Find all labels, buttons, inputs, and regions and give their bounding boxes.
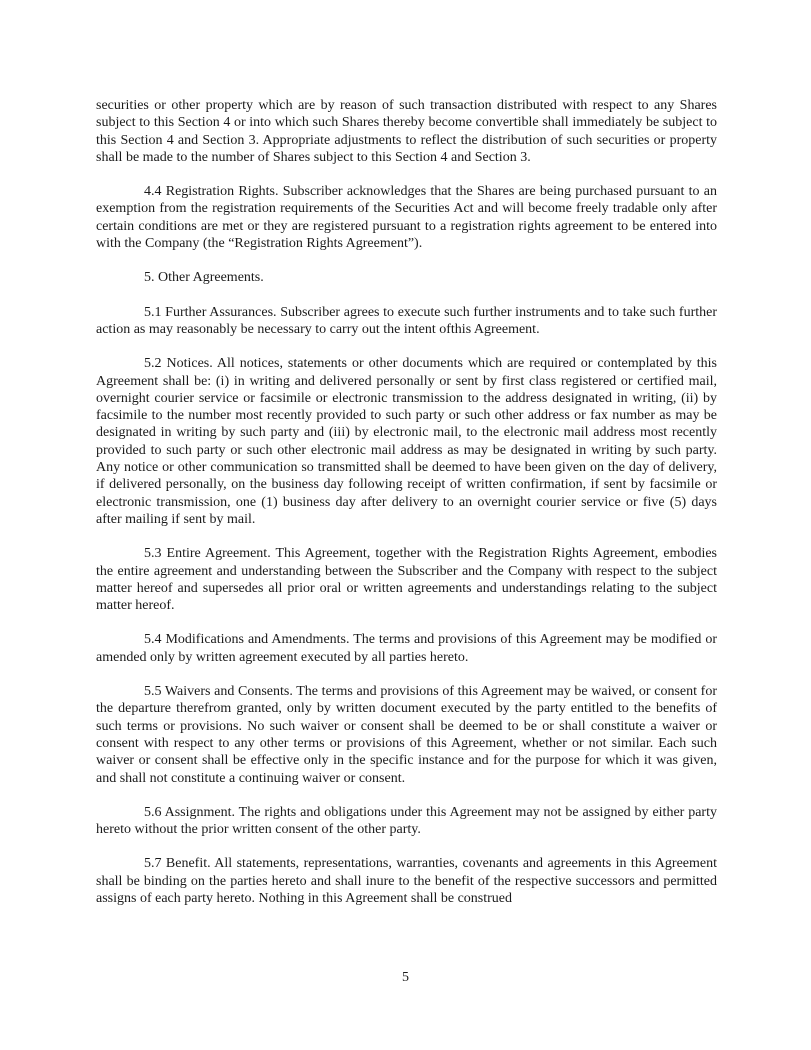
page-number: 5	[402, 970, 409, 985]
paragraph-4-4-registration-rights: 4.4 Registration Rights. Subscriber acknowledges that the Shares are being purchased pursuant to an exemption from the registration requirements of the Securities Act and will become freely tradable only after certain conditions are met or they are registered pursuant to a registration rights agreement to be entered into with the Company (the “Registration Rights Agreement”).	[96, 184, 717, 252]
paragraph-5-7-benefit: 5.7 Benefit. All statements, representations, warranties, covenants and agreements in this Agreement shall be binding on the parties hereto and shall inure to the benefit of the respective successors and permitted assigns of each party hereto. Nothing in this Agreement shall be construed	[96, 856, 717, 906]
paragraph-5-3-entire-agreement: 5.3 Entire Agreement. This Agreement, together with the Registration Rights Agreement, embodies the entire agreement and understanding between the Subscriber and the Company with respect to the subject matter hereof and supersedes all prior oral or written agreements and understandings relating to the subject matter hereof.	[96, 546, 717, 614]
document-page	[96, 97, 717, 924]
paragraph-5-5-waivers: 5.5 Waivers and Consents. The terms and provisions of this Agreement may be waived, or consent for the departure therefrom granted, only by written document executed by the party entitled to the benefits of such terms or provisions. No such waiver or consent shall be deemed to be or shall constitute a waiver or consent with respect to any other terms or provisions of this Agreement, whether or not similar. Each such waiver or consent shall be effective only in the specific instance and for the purpose for which it was given, and shall not constitute a continuing waiver or consent.	[96, 684, 717, 786]
paragraph-5-4-modifications: 5.4 Modifications and Amendments. The terms and provisions of this Agreement may be modified or amended only by written agreement executed by all parties hereto.	[96, 632, 717, 665]
paragraph-5-6-assignment: 5.6 Assignment. The rights and obligations under this Agreement may not be assigned by either party hereto without the prior written consent of the other party.	[96, 804, 717, 838]
paragraph-5-2-notices: 5.2 Notices. All notices, statements or other documents which are required or contemplated by this Agreement shall be: (i) in writing and delivered personally or sent by first class registered or certified mail, overnight courier service or facsimile or electronic transmission to the address designated in writing, (ii) by facsimile to the number most recently provided to such party or such other address or fax number as may be designated in writing by such party and (iii) by electronic mail, to the electronic mail address most recently provided to such party or such other electronic mail address as may be designated in writing by such party. Any notice or other communication so transmitted shall be deemed to have been given on the day of delivery, if delivered personally, on the business day following receipt of written confirmation, if sent by facsimile or electronic transmission, one (1) business day after delivery to an overnight courier service or five (5) days after mailing if sent by mail.	[96, 356, 717, 527]
paragraph-5-1-further-assurances: 5.1 Further Assurances. Subscriber agrees to execute such further instruments and to take such further action as may reasonably be necessary to carry out the intent ofthis Agreement.	[96, 304, 717, 337]
heading-5-other-agreements: 5. Other Agreements.	[144, 270, 264, 286]
paragraph-section-4-continuation: securities or other property which are by reason of such transaction distributed with respect to any Shares subject to this Section 4 or into which such Shares thereby become convertible shall immediately be subject to this Section 4 and Section 3. Appropriate adjustments to reflect the distribution of such securities or property shall be made to the number of Shares subject to this Section 4 and Section 3.	[96, 98, 717, 165]
